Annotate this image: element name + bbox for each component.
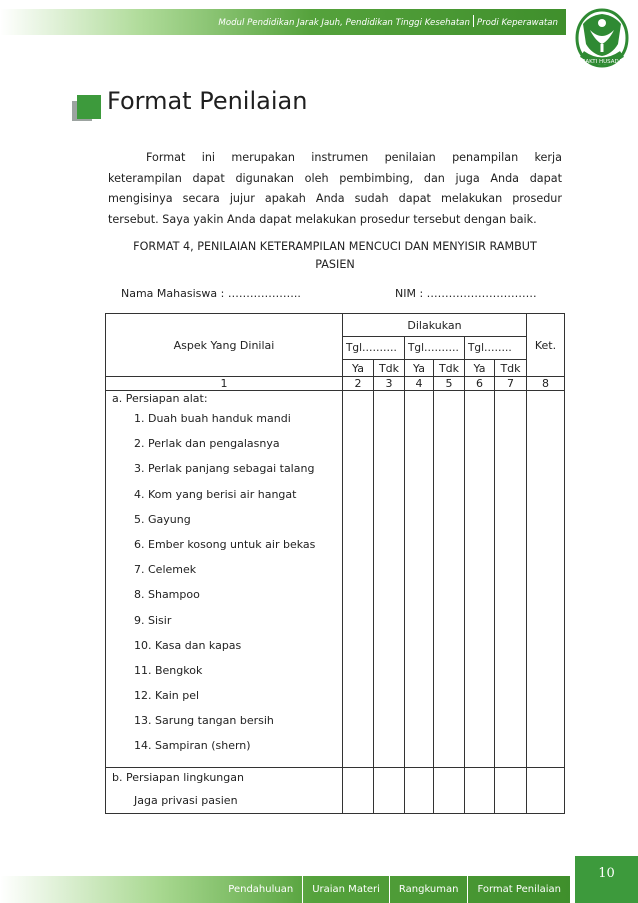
- list-item: 12. Kain pel: [134, 689, 200, 703]
- list-item: 10. Kasa dan kapas: [134, 638, 242, 652]
- nav-format-penilaian[interactable]: Format Penilaian: [467, 876, 570, 903]
- list-item: 4. Kom yang berisi air hangat: [134, 487, 297, 501]
- ya-header-1: Ya: [343, 360, 374, 377]
- dilakukan-header: Dilakukan: [343, 314, 527, 337]
- col-number-8: 8: [527, 377, 565, 391]
- list-item: 11. Bengkok: [134, 663, 203, 677]
- col-number-5: 5: [434, 377, 465, 391]
- list-item: 13. Sarung tangan bersih: [134, 714, 274, 728]
- checkbox-a-ya-2[interactable]: [405, 391, 434, 768]
- checkbox-a-tdk-2[interactable]: [434, 391, 465, 768]
- col-number-7: 7: [495, 377, 527, 391]
- section-b-label: b. Persiapan lingkungan: [112, 771, 244, 784]
- bakti-husada-logo-icon: [574, 8, 630, 70]
- header-text: [218, 15, 558, 28]
- list-item: 7. Celemek: [134, 563, 197, 577]
- assessment-table: [105, 313, 565, 814]
- checkbox-a-tdk-3[interactable]: [495, 391, 527, 768]
- header-bar: [0, 9, 566, 35]
- list-item: 1. Duah buah handuk mandi: [134, 412, 291, 425]
- title-marker-icon: [72, 95, 96, 119]
- col-number-6: 6: [465, 377, 495, 391]
- ya-header-3: Ya: [465, 360, 495, 377]
- format-heading: [108, 238, 562, 274]
- table-row-section-a: [106, 391, 565, 768]
- page-number: 10: [598, 866, 615, 881]
- student-nim-field[interactable]: NIM : …………………………: [395, 287, 537, 300]
- ya-header-2: Ya: [405, 360, 434, 377]
- col-number-1: 1: [106, 377, 343, 391]
- nav-rangkuman[interactable]: Rangkuman: [389, 876, 468, 903]
- checkbox-a-tdk-1[interactable]: [374, 391, 405, 768]
- tgl-header-3[interactable]: Tgl……..: [465, 337, 527, 360]
- list-item: 5. Gayung: [134, 512, 191, 526]
- section-a-items: [106, 406, 342, 759]
- list-item: 14. Sampiran (shern): [134, 739, 251, 753]
- tdk-header-1: Tdk: [374, 360, 405, 377]
- title-marker-front: [77, 95, 101, 119]
- module-text: Modul Pendidikan Jarak Jauh, Pendidikan Tinggi Kesehatan: [218, 18, 470, 28]
- aspek-header: Aspek Yang Dinilai: [106, 314, 343, 377]
- col-number-4: 4: [405, 377, 434, 391]
- checkbox-b-ya-3[interactable]: [465, 768, 495, 814]
- checkbox-b-ya-2[interactable]: [405, 768, 434, 814]
- section-a-label: a. Persiapan alat:: [112, 392, 208, 405]
- ket-a-cell[interactable]: [527, 391, 565, 768]
- intro-paragraph: Format ini merupakan instrumen penilaian penampilan kerja keterampilan dapat digunakan oleh pembimbing, dan juga Anda dapat mengisinya secara jujur apakah Anda sudah dapat melakukan prosedur tersebut. Saya yakin Anda dapat melakukan prosedur tersebut dengan baik.: [108, 151, 562, 226]
- list-item: 8. Shampoo: [134, 588, 200, 602]
- checkbox-a-ya-1[interactable]: [343, 391, 374, 768]
- header-separator: [473, 15, 474, 27]
- checkbox-b-ya-1[interactable]: [343, 768, 374, 814]
- format-heading-line1: FORMAT 4, PENILAIAN KETERAMPILAN MENCUCI DAN MENYISIR RAMBUT: [133, 240, 537, 253]
- checkbox-a-ya-3[interactable]: [465, 391, 495, 768]
- section-b-cell: [106, 768, 343, 814]
- list-item: 2. Perlak dan pengalasnya: [134, 437, 280, 451]
- col-number-2: 2: [343, 377, 374, 391]
- list-item: Jaga privasi pasien: [134, 794, 238, 807]
- tdk-header-3: Tdk: [495, 360, 527, 377]
- checkbox-b-tdk-3[interactable]: [495, 768, 527, 814]
- format-heading-line2: PASIEN: [315, 258, 355, 271]
- section-b-items: [106, 788, 342, 813]
- list-item: 9. Sisir: [134, 613, 172, 627]
- logo-text: BAKTI HUSADA: [581, 59, 623, 65]
- nav-uraian-materi[interactable]: Uraian Materi: [302, 876, 389, 903]
- checkbox-b-tdk-2[interactable]: [434, 768, 465, 814]
- footer-bar: [0, 876, 570, 903]
- col-number-3: 3: [374, 377, 405, 391]
- table-row-section-b: [106, 768, 565, 814]
- list-item: 3. Perlak panjang sebagai talang: [134, 462, 315, 476]
- section-a-cell: [106, 391, 343, 768]
- tdk-header-2: Tdk: [434, 360, 465, 377]
- checkbox-b-tdk-1[interactable]: [374, 768, 405, 814]
- tgl-header-2[interactable]: Tgl……….: [405, 337, 465, 360]
- page-title: Format Penilaian: [107, 87, 308, 115]
- nav-pendahuluan[interactable]: Pendahuluan: [228, 884, 294, 895]
- student-name-field[interactable]: Nama Mahasiswa : ………………..: [121, 287, 301, 300]
- ket-header: Ket.: [527, 314, 565, 377]
- list-item: 6. Ember kosong untuk air bekas: [134, 537, 316, 551]
- tgl-header-1[interactable]: Tgl……….: [343, 337, 405, 360]
- footer-nav: [219, 876, 570, 903]
- prodi-text: Prodi Keperawatan: [476, 18, 558, 28]
- ket-b-cell[interactable]: [527, 768, 565, 814]
